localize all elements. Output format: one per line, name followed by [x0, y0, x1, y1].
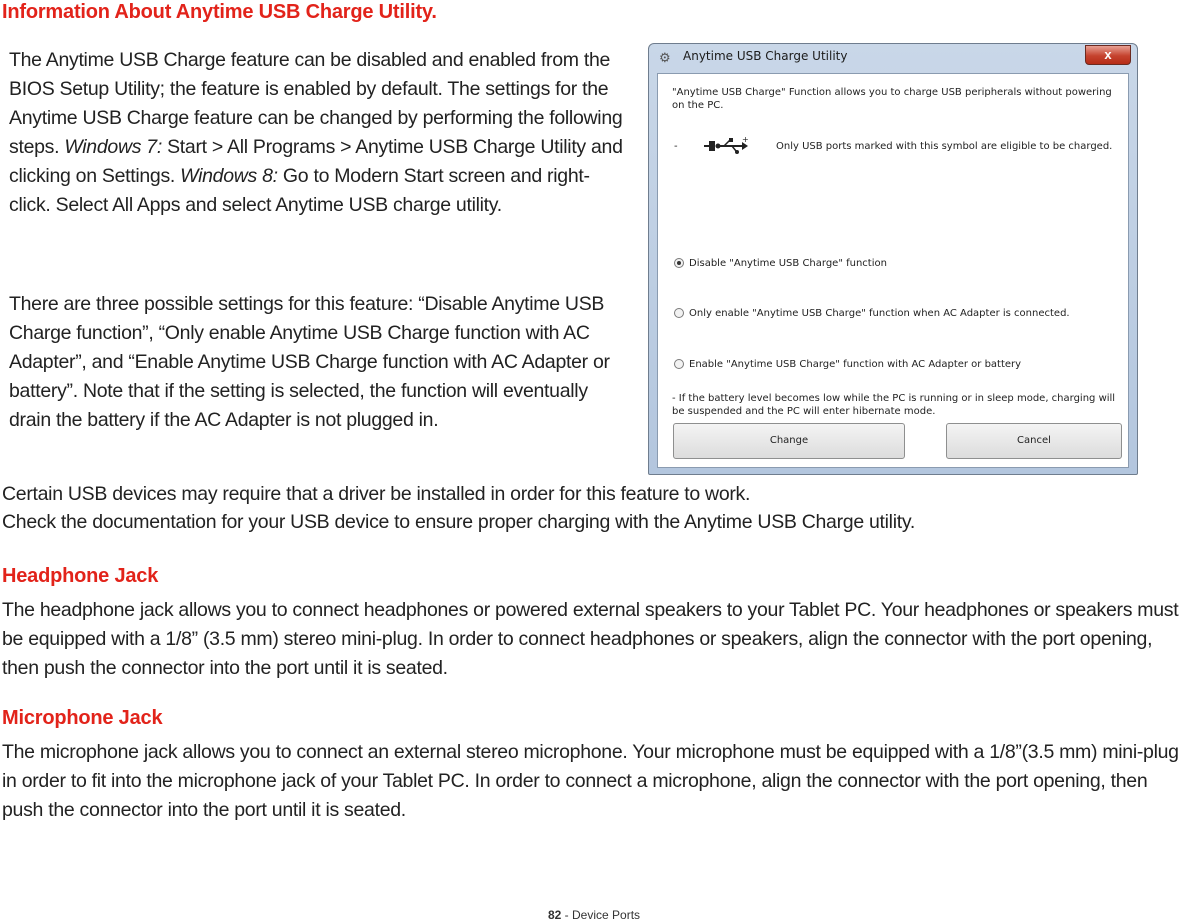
dialog-titlebar — [649, 44, 1137, 72]
option-ac-or-battery-label: Enable "Anytime USB Charge" function with AC Adapter or battery — [689, 359, 1022, 370]
radio-ac-or-battery[interactable] — [674, 359, 684, 369]
intro-text-3: Go to Modern Start screen and right-click. Select All Apps and select Anytime USB charge utility. — [9, 165, 590, 216]
svg-text:+: + — [742, 136, 749, 144]
close-button[interactable]: x — [1085, 45, 1131, 65]
section-heading-microphone: Microphone Jack — [2, 707, 163, 729]
dialog-title: Anytime USB Charge Utility — [683, 49, 848, 63]
option-disable-label: Disable "Anytime USB Charge" function — [689, 258, 887, 269]
windows7-label: Windows 7: — [64, 136, 162, 158]
driver-note-line-1: Certain USB devices may require that a driver be installed in order for this feature to work. — [2, 483, 751, 505]
option-ac-only-label: Only enable "Anytime USB Charge" function when AC Adapter is connected. — [689, 308, 1070, 319]
usb-charge-symbol-icon — [702, 136, 750, 156]
battery-warning-text: - If the battery level becomes low while the PC is running or in sleep mode, charging will be suspended and the PC will enter hibernate mode. — [672, 393, 1116, 417]
microphone-paragraph: The microphone jack allows you to connect an external stereo microphone. Your microphone must be equipped with a 1/8”(3.5 mm) mini-plug in order to fit into the microphone jack of your Tablet PC. In order to connect a microphone, align the connector with the port opening, then push the connector into the port until it is seated. — [2, 741, 1179, 821]
windows8-label: Windows 8: — [180, 165, 278, 187]
settings-paragraph: There are three possible settings for this feature: “Disable Anytime USB Charge function”, “Only enable Anytime USB Charge function with AC Adapter”, and “Enable Anytime USB Charge function with AC Adapter or battery”. Note that if the setting is selected, the function will eventually drain the battery if the AC Adapter is not plugged in. — [9, 293, 610, 431]
symbol-dash: - — [674, 141, 678, 152]
intro-paragraph — [9, 46, 623, 220]
radio-disable[interactable] — [674, 258, 684, 268]
footer-section-name: Device Ports — [572, 908, 641, 922]
section-heading-headphone: Headphone Jack — [2, 565, 159, 587]
app-icon: ⚙ — [659, 50, 671, 65]
footer-separator: - — [561, 908, 572, 922]
page-number: 82 — [547, 908, 562, 922]
dialog-intro-text: "Anytime USB Charge" Function allows you to charge USB peripherals without powering on the PC. — [672, 87, 1112, 111]
radio-ac-only[interactable] — [674, 308, 684, 318]
cancel-button[interactable]: Cancel — [946, 423, 1122, 459]
section-heading-anytime-usb: Information About Anytime USB Charge Utility. — [2, 1, 437, 23]
anytime-usb-dialog — [648, 43, 1138, 475]
page-footer — [0, 908, 1188, 922]
intro-text-2: Start > All Programs > Anytime USB Charge Utility and clicking on Settings. — [9, 136, 623, 187]
headphone-paragraph: The headphone jack allows you to connect headphones or powered external speakers to your Tablet PC. Your headphones or speakers must be equipped with a 1/8” (3.5 mm) stereo mini-plug. In order to connect headphones or speakers, align the connector with the port opening, then push the connector into the port until it is seated. — [2, 599, 1179, 679]
dialog-client-area — [657, 73, 1129, 468]
symbol-note-text: Only USB ports marked with this symbol are eligible to be charged. — [776, 141, 1113, 152]
driver-note-line-2: Check the documentation for your USB device to ensure proper charging with the Anytime USB Charge utility. — [2, 511, 915, 533]
change-button[interactable]: Change — [673, 423, 905, 459]
intro-text-1: The Anytime USB Charge feature can be disabled and enabled from the BIOS Setup Utility; the feature is enabled by default. The settings for the Anytime USB Charge feature can be changed by performing the following steps. — [9, 49, 623, 158]
